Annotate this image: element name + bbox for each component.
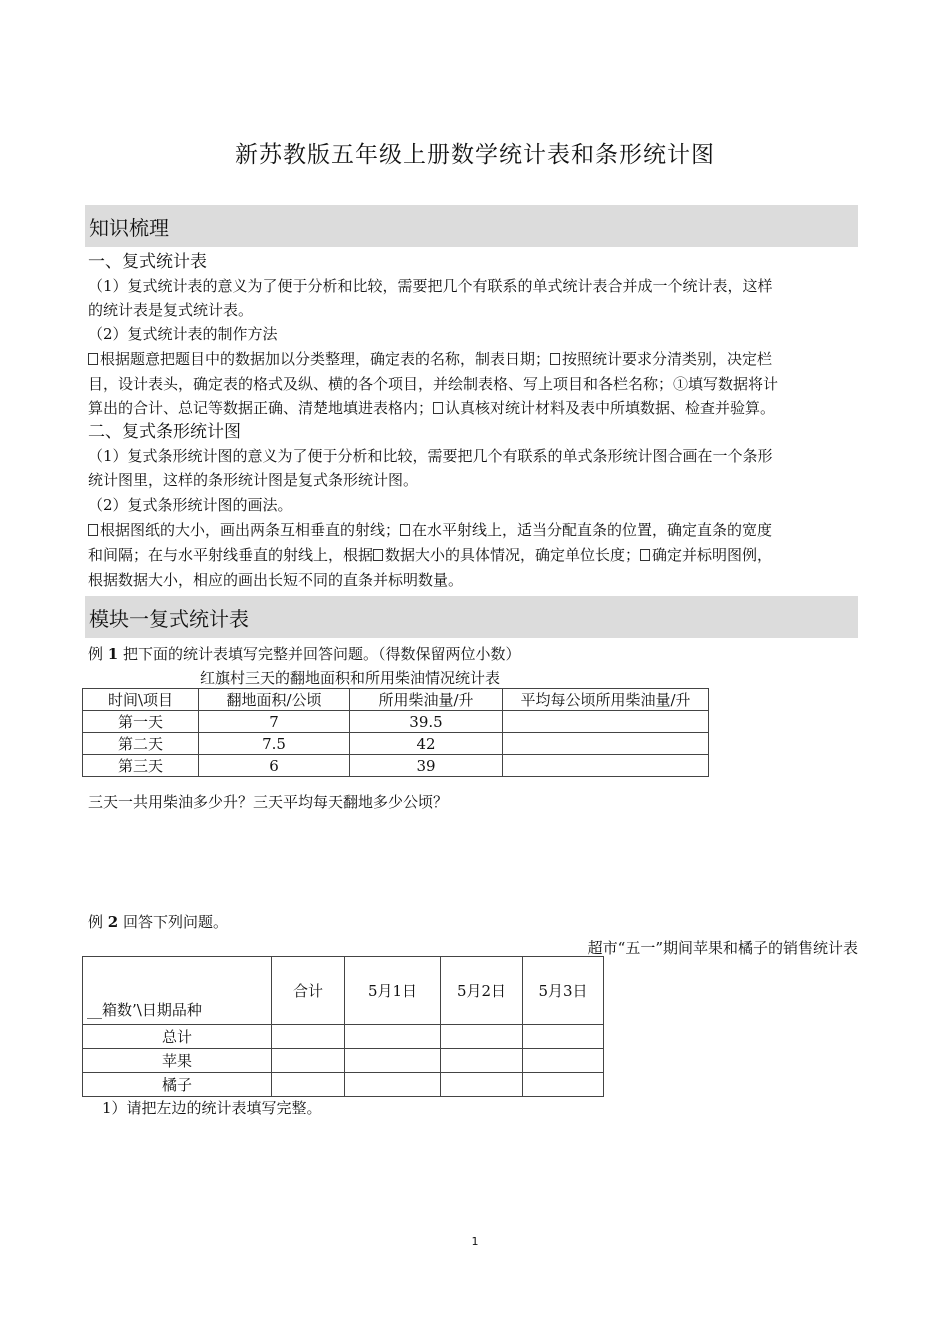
table-cell: 7 [199,711,350,733]
checkbox-square-icon [88,524,98,536]
table-row [83,733,709,755]
table-header-row [83,689,709,711]
table1-caption: 红旗村三天的翻地面积和所用柴油情况统计表 [200,669,501,687]
table-cell-blank [503,755,709,777]
table-row-label: 橘子 [83,1073,272,1097]
table1-diesel-usage [82,688,709,777]
paragraph-line: 统计图里，这样的条形统计图是复式条形统计图。 [88,471,419,489]
table-cell-blank [272,1049,345,1073]
question-2: 1）请把左边的统计表填写完整。 [102,1099,322,1117]
section-heading-text: 模块一复式统计表 [89,607,249,631]
table-cell-blank [523,1049,604,1073]
table-cell-blank [523,1073,604,1097]
question-1: 三天一共用柴油多少升？三天平均每天翻地多少公顷？ [88,793,449,811]
table-cell: 第二天 [83,733,199,755]
checkbox-square-icon [400,524,410,536]
table-cell-blank [503,733,709,755]
paragraph-line: 和间隔；在与水平射线垂直的射线上，根据 数据大小的具体情况，确定单位长度； 确定并标明图例， [88,546,773,564]
paragraph-line: （1）复式统计表的意义为了便于分析和比较，需要把几个有联系的单式统计表合并成一个统计表，这样 [88,277,773,295]
paragraph-line: 根据图纸的大小，画出两条互相垂直的射线； 在水平射线上，适当分配直条的位置，确定直条的宽度 [88,518,858,542]
page-title: 新苏教版五年级上册数学统计表和条形统计图 [235,142,715,168]
table-header-cell: 5月2日 [441,957,523,1025]
table-cell: 7.5 [199,733,350,755]
table-header-cell: 所用柴油量/升 [350,689,503,711]
checkbox-square-icon [373,549,383,561]
paragraph-line: 的统计表是复式统计表。 [88,301,254,319]
paragraph-line: （2）复式条形统计图的画法。 [88,496,293,514]
table-cell-blank [272,1025,345,1049]
table-cell: 6 [199,755,350,777]
table2-caption: 超市“五一”期间苹果和橘子的销售统计表 [587,939,858,957]
table2-fruit-sales [82,956,604,1097]
table-cell: 39.5 [350,711,503,733]
table-header-cell: 翻地面积/公顷 [199,689,350,711]
table-cell: 39 [350,755,503,777]
table-cell-blank [345,1073,441,1097]
paragraph-line: 根据题意把题目中的数据加以分类整理，确定表的名称，制表日期； 按照统计要求分清类别，决定栏 [88,347,858,371]
table-cell: 第三天 [83,755,199,777]
section-heading-knowledge [85,205,858,247]
table-cell-blank [441,1049,523,1073]
table-cell: 第一天 [83,711,199,733]
table-row-label: 总计 [83,1025,272,1049]
subheading-compound-bar-chart: 二、复式条形统计图 [88,422,241,442]
page-number: 1 [471,1235,479,1248]
table-row-label: 苹果 [83,1049,272,1073]
table-cell-blank [503,711,709,733]
table-row [83,755,709,777]
checkbox-square-icon [550,353,560,365]
paragraph-line: 算出的合计、总记等数据正确、清楚地填进表格内； 认真核对统计材料及表中所填数据、检查并验算。 [88,399,776,417]
table-cell-blank [523,1025,604,1049]
table-row [83,1073,604,1097]
checkbox-square-icon [433,402,443,414]
table-header-cell: 时间\项目 [83,689,199,711]
paragraph-line: （1）复式条形统计图的意义为了便于分析和比较，需要把几个有联系的单式条形统计图合画在一个条形 [88,447,773,465]
checkbox-square-icon [640,549,650,561]
table-cell-blank [441,1073,523,1097]
table-row [83,1025,604,1049]
table-cell-blank [272,1073,345,1097]
paragraph-line: （2）复式统计表的制作方法 [88,325,278,343]
subheading-compound-table: 一、复式统计表 [88,252,207,272]
table-row [83,711,709,733]
section-heading-text: 知识梳理 [89,216,169,240]
table-header-cell: 5月1日 [345,957,441,1025]
table-header-cell: 平均每公顷所用柴油量/升 [503,689,709,711]
table-header-cell: 5月3日 [523,957,604,1025]
paragraph-line: 根据数据大小，相应的画出长短不同的直条并标明数量。 [88,571,464,589]
paragraph-line: 目，设计表头，确定表的格式及纵、横的各个项目，并绘制表格、写上项目和各栏名称；①填写数据将计 [88,375,779,393]
table-cell: 42 [350,733,503,755]
table-cell-blank [441,1025,523,1049]
table-cell-blank [345,1025,441,1049]
table-header-row [83,957,604,1025]
example-2-prompt: 例 2 回答下列问题。 [88,913,229,931]
checkbox-square-icon [88,353,98,365]
example-1-prompt: 例 1 把下面的统计表填写完整并回答问题。（得数保留两位小数） [88,645,521,663]
table-corner-header: __箱数’\日期品种 [83,957,272,1025]
table-header-cell: 合计 [272,957,345,1025]
section-heading-module1 [85,596,858,638]
table-cell-blank [345,1049,441,1073]
table-row [83,1049,604,1073]
